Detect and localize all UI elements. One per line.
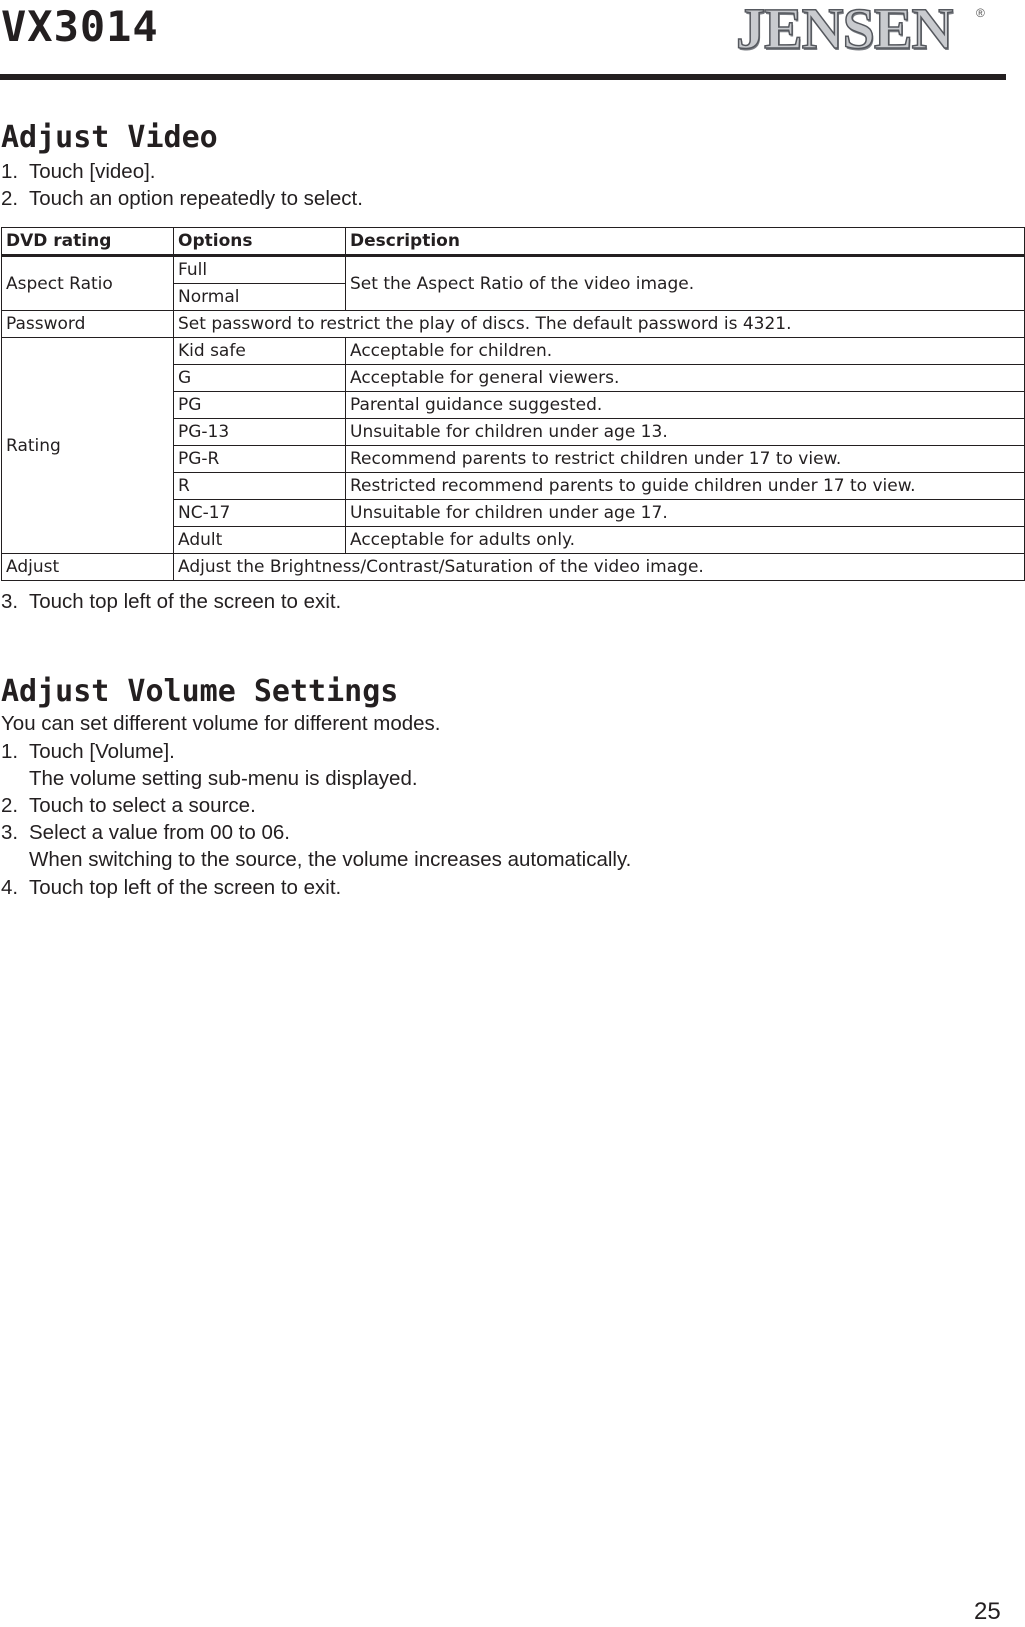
volume-step-1 xyxy=(1,738,175,766)
step-text: Select a value from 00 to 06. xyxy=(29,821,290,844)
rating-description: Acceptable for children. xyxy=(346,338,1025,365)
step-text: Touch to select a source. xyxy=(29,794,256,817)
video-step-2 xyxy=(1,185,363,213)
jensen-logo: JENSEN xyxy=(736,0,953,61)
volume-step-4 xyxy=(1,874,341,902)
video-settings-table xyxy=(1,227,1025,581)
table-row xyxy=(2,256,1025,284)
rating-description: Acceptable for adults only. xyxy=(346,527,1025,554)
page-number: 25 xyxy=(974,1598,1001,1625)
rating-description: Acceptable for general viewers. xyxy=(346,365,1025,392)
table-header-row xyxy=(2,228,1025,256)
step-text: Touch top left of the screen to exit. xyxy=(29,876,342,899)
step-text: Touch [Volume]. xyxy=(29,740,175,763)
step-number: 1. xyxy=(1,740,19,763)
rating-option: G xyxy=(174,365,346,392)
rating-option: NC-17 xyxy=(174,500,346,527)
step-number: 4. xyxy=(1,876,19,899)
table-row xyxy=(2,338,1025,365)
step-number: 3. xyxy=(1,590,19,613)
rating-option: R xyxy=(174,473,346,500)
option-normal: Normal xyxy=(174,284,346,311)
aspect-ratio-label: Aspect Ratio xyxy=(2,256,174,311)
password-description: Set password to restrict the play of discs. The default password is 4321. xyxy=(174,311,1025,338)
rating-option: PG-13 xyxy=(174,419,346,446)
step-number: 3. xyxy=(1,821,19,844)
step-text: Touch an option repeatedly to select. xyxy=(29,187,363,210)
adjust-volume-heading: Adjust Volume Settings xyxy=(1,674,399,709)
rating-option: PG-R xyxy=(174,446,346,473)
option-full: Full xyxy=(174,256,346,284)
volume-step-3 xyxy=(1,819,290,847)
rating-option: Adult xyxy=(174,527,346,554)
rating-description: Unsuitable for children under age 13. xyxy=(346,419,1025,446)
password-label: Password xyxy=(2,311,174,338)
model-number: VX3014 xyxy=(1,2,159,51)
step-text: Touch [video]. xyxy=(29,160,156,183)
step-text: Touch top left of the screen to exit. xyxy=(29,590,342,613)
video-step-1 xyxy=(1,158,156,186)
table-row xyxy=(2,311,1025,338)
step-number: 1. xyxy=(1,160,19,183)
rating-description: Unsuitable for children under age 17. xyxy=(346,500,1025,527)
table-row xyxy=(2,554,1025,581)
header-rule xyxy=(0,74,1006,80)
step-number: 2. xyxy=(1,794,19,817)
adjust-label: Adjust xyxy=(2,554,174,581)
header-dvd-rating: DVD rating xyxy=(2,228,174,256)
adjust-description: Adjust the Brightness/Contrast/Saturation of the video image. xyxy=(174,554,1025,581)
header-description: Description xyxy=(346,228,1025,256)
volume-step-3-note: When switching to the source, the volume increases automatically. xyxy=(29,848,632,871)
volume-step-2 xyxy=(1,792,256,820)
rating-description: Restricted recommend parents to guide children under 17 to view. xyxy=(346,473,1025,500)
rating-label: Rating xyxy=(2,338,174,554)
header-options: Options xyxy=(174,228,346,256)
adjust-video-heading: Adjust Video xyxy=(1,120,218,155)
rating-option: PG xyxy=(174,392,346,419)
aspect-ratio-description: Set the Aspect Ratio of the video image. xyxy=(346,256,1025,311)
volume-step-1-note: The volume setting sub-menu is displayed. xyxy=(29,767,418,790)
step-number: 2. xyxy=(1,187,19,210)
volume-intro: You can set different volume for different modes. xyxy=(1,712,441,735)
rating-option: Kid safe xyxy=(174,338,346,365)
registered-mark: ® xyxy=(976,6,985,20)
video-step-3 xyxy=(1,588,341,616)
rating-description: Parental guidance suggested. xyxy=(346,392,1025,419)
rating-description: Recommend parents to restrict children under 17 to view. xyxy=(346,446,1025,473)
